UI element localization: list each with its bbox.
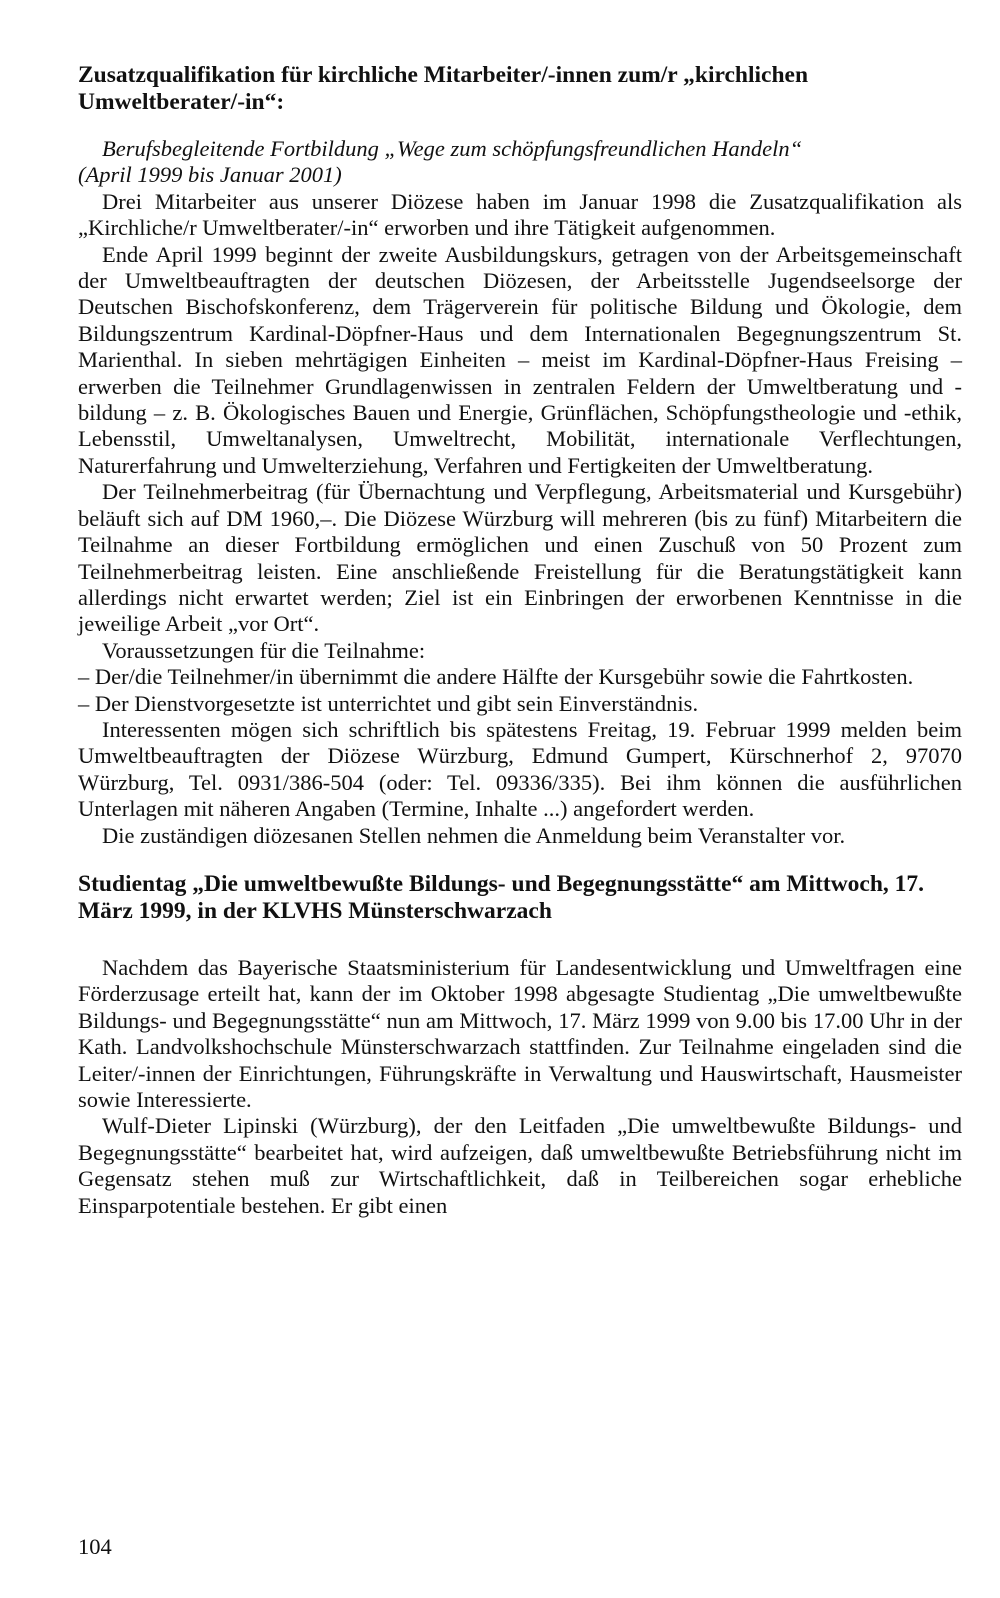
subtitle-line-2: (April 1999 bis Januar 2001) bbox=[78, 162, 342, 188]
list-item: – Der Dienstvorgesetzte ist unterrichtet und gibt sein Einverständnis. bbox=[78, 690, 699, 716]
section1-paragraph: Interessenten mögen sich schriftlich bis spätestens Freitag, 19. Februar 1999 melden beim Umweltbeauftragten der Diözese Würzburg, Edmund Gumpert, Kürschnerhof 2, 97070 Würzburg, Tel. 0931/386-504 (oder: Tel. 09336/335). Bei ihm können die ausführlichen Unterlagen mit näheren Angaben (Termine, Inhalte ...) angefordert werden. bbox=[78, 716, 962, 822]
section1-subtitle bbox=[78, 136, 962, 189]
section2-paragraph: Wulf-Dieter Lipinski (Würzburg), der den Leitfaden „Die umweltbewußte Bildungs- und Begegnungsstätte“ bearbeitet hat, wird aufzeigen, daß umweltbewußte Betriebsführung nicht im Gegensatz stehen muß zur Wirtschaftlichkeit, daß in Teilbereichen sogar erhebliche Einsparpotentiale bestehen. Er gibt einen bbox=[78, 1113, 962, 1218]
document-page bbox=[78, 62, 962, 1219]
section2-heading: Studientag „Die umweltbewußte Bildungs- und Begegnungsstätte“ am Mittwoch, 17. März 1999, in der KLVHS Münsterschwarzach bbox=[78, 870, 925, 924]
list-item: – Der/die Teilnehmer/in übernimmt die andere Hälfte der Kursgebühr sowie die Fahrtkosten. bbox=[78, 664, 914, 690]
subtitle-line-1: Berufsbegleitende Fortbildung „Wege zum schöpfungsfreundlichen Handeln“ bbox=[102, 136, 803, 161]
section1-paragraph: Die zuständigen diözesanen Stellen nehmen die Anmeldung beim Veranstalter vor. bbox=[102, 822, 846, 848]
section1-heading: Zusatzqualifikation für kirchliche Mitarbeiter/-innen zum/r „kirchlichen Umweltberater/-in“: bbox=[78, 62, 809, 115]
section1-paragraph: Ende April 1999 beginnt der zweite Ausbildungskurs, getragen von der Arbeitsgemeinschaft der Umweltbeauftragten der deutschen Diözesen, der Arbeitsstelle Jugendseelsorge der Deutschen Bischofskonferenz, dem Trägerverein für politische Bildung und Ökologie, dem Bildungszentrum Kardinal-Döpfner-Haus und dem Internationalen Begegnungszentrum St. Marienthal. In sieben mehrtägigen Einheiten – meist im Kardinal-Döpfner-Haus Freising – erwerben die Teilnehmer Grundlagenwissen in zentralen Feldern der Umweltberatung und -bildung – z. B. Ökologisches Bauen und Energie, Grünflächen, Schöpfungstheologie und -ethik, Lebensstil, Umweltanalysen, Umweltrecht, Mobilität, internationale Verflechtungen, Naturerfahrung und Umwelterziehung, Verfahren und Fertigkeiten der Umweltberatung. bbox=[78, 241, 962, 478]
section1-paragraph: Drei Mitarbeiter aus unserer Diözese haben im Januar 1998 die Zusatzqualifikation als „Kirchliche/r Umweltberater/-in“ erworben und ihre Tätigkeit aufgenommen. bbox=[78, 188, 962, 241]
section1-paragraph: Voraussetzungen für die Teilnahme: bbox=[102, 637, 426, 663]
page-number: 104 bbox=[78, 1534, 112, 1559]
section1-paragraph: Der Teilnehmerbeitrag (für Übernachtung und Verpflegung, Arbeitsmaterial und Kursgebühr) beläuft sich auf DM 1960,–. Die Diözese Würzburg will mehreren (bis zu fünf) Mitarbeitern die Teilnahme an dieser Fortbildung ermöglichen und einen Zuschuß von 50 Prozent zum Teilnehmerbeitrag leisten. Eine anschließende Freistellung für die Beratungstätigkeit kann allerdings nicht erwartet werden; Ziel ist ein Einbringen der erworbenen Kenntnisse in die jeweilige Arbeit „vor Ort“. bbox=[78, 479, 962, 637]
section2-paragraph: Nachdem das Bayerische Staatsministerium für Landesentwicklung und Umweltfragen eine Förderzusage erteilt hat, kann der im Oktober 1998 abgesagte Studientag „Die umweltbewußte Bildungs- und Begegnungsstätte“ nun am Mittwoch, 17. März 1999 von 9.00 bis 17.00 Uhr in der Kath. Landvolkshochschule Münsterschwarzach stattfinden. Zur Teilnahme eingeladen sind die Leiter/-innen der Einrichtungen, Führungskräfte in Verwaltung und Hauswirtschaft, Hausmeister sowie Interessierte. bbox=[78, 954, 962, 1112]
